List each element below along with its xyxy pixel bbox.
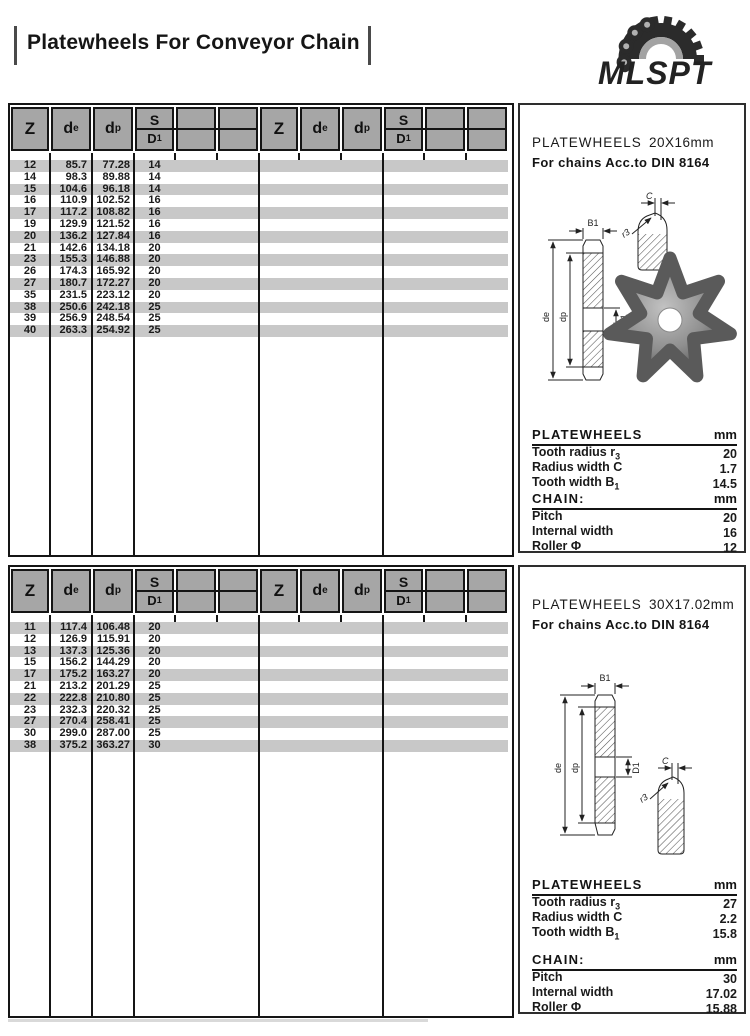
- cell-dp: 125.36: [96, 644, 130, 657]
- spec-title: PLATEWHEELS: [532, 427, 643, 442]
- panel-size: 30X17.02mm: [649, 597, 735, 612]
- cell-s-d1: 20: [148, 276, 161, 289]
- spec-label: Tooth width $B_1$: [532, 475, 620, 492]
- spec-unit: mm: [713, 491, 737, 506]
- col-header-z: Z: [11, 107, 49, 151]
- column-rule: [133, 153, 135, 555]
- spec-unit: mm: [713, 952, 737, 967]
- cell-dp: 201.29: [96, 679, 130, 692]
- col-header-dp: [342, 569, 382, 613]
- col-header-d1-base: D: [147, 592, 157, 608]
- table-header: [10, 105, 508, 153]
- spec-value: 14.5: [712, 476, 737, 491]
- panel-title: [532, 135, 737, 150]
- cell-z: 40: [23, 324, 37, 337]
- cell-de: 110.9: [60, 194, 87, 207]
- spec-title: CHAIN:: [532, 491, 585, 506]
- cell-z: 19: [23, 217, 37, 230]
- col-header-z: Z: [260, 569, 298, 613]
- col-header-d1: [147, 129, 161, 147]
- cell-z: 17: [23, 668, 37, 681]
- cell-s-d1: 25: [148, 679, 161, 692]
- column-tick: [298, 615, 300, 622]
- column-tick: [340, 615, 342, 622]
- cell-s-d1: 25: [148, 300, 161, 313]
- col-header-de: [51, 107, 91, 151]
- spec-value: 20: [723, 510, 737, 525]
- col-header-d1-base: D: [396, 592, 406, 608]
- spec-title: PLATEWHEELS: [532, 877, 643, 892]
- cell-s-d1: 20: [148, 621, 161, 633]
- cell-s-d1: 20: [148, 241, 161, 254]
- col-header-d-base: d: [63, 120, 74, 137]
- cell-z: 21: [23, 679, 37, 692]
- cell-s-d1: 25: [148, 727, 161, 740]
- column-tick: [423, 615, 425, 622]
- spec-value: 27: [723, 896, 737, 911]
- cell-s-d1: 30: [148, 738, 161, 751]
- spec-header: [532, 491, 737, 510]
- brand-name: MLSPT: [598, 55, 712, 87]
- spec-panel-30x17: [518, 565, 746, 1014]
- cell-dp: 146.88: [96, 253, 130, 266]
- spec-row: [532, 986, 737, 1001]
- cell-de: 250.6: [59, 300, 87, 313]
- cell-z: 11: [24, 621, 36, 633]
- cell-dp: 106.48: [96, 621, 130, 633]
- spec-label: Tooth radius $r_3$: [532, 895, 621, 912]
- cell-s-d1: 20: [148, 668, 161, 681]
- col-header-d1: [147, 591, 161, 609]
- spec-label: Radius width C: [532, 460, 623, 475]
- cell-z: 15: [23, 182, 37, 195]
- technical-drawing: [520, 667, 744, 867]
- column-tick: [340, 153, 342, 160]
- spec-row: [532, 911, 737, 926]
- spec-row: [532, 971, 737, 986]
- col-header-d1-sub: 1: [405, 594, 411, 605]
- cell-dp: 115.91: [96, 632, 130, 645]
- cell-z: 27: [23, 715, 37, 728]
- cell-z: 38: [23, 300, 37, 313]
- col-header-dp-sub: p: [114, 123, 121, 134]
- spec-value: 15.88: [705, 1001, 737, 1016]
- cell-dp: 134.18: [96, 241, 130, 254]
- cell-de: 232.3: [59, 703, 87, 716]
- col-header-s: S: [398, 112, 409, 128]
- column-tick: [174, 615, 176, 622]
- table-header: [10, 567, 508, 615]
- spec-label: Internal width: [532, 524, 614, 539]
- spec-value: 30: [723, 971, 737, 986]
- cell-s-d1: 25: [148, 703, 161, 716]
- cell-dp: 127.84: [96, 229, 130, 242]
- cell-z: 27: [23, 276, 37, 289]
- cell-z: 39: [23, 312, 37, 325]
- col-header-dp: [342, 107, 382, 151]
- cell-s-d1: 20: [148, 288, 161, 301]
- spec-value: 1.7: [719, 461, 737, 476]
- col-header-d-base: d: [312, 582, 323, 599]
- column-rule: [91, 153, 93, 555]
- cell-s-d1: 20: [148, 632, 161, 645]
- col-header-s: S: [398, 574, 409, 590]
- brand-logo: [597, 5, 719, 87]
- cell-dp: 363.27: [96, 738, 130, 751]
- spec-label: Pitch: [532, 970, 563, 985]
- label-dp: dp: [558, 311, 568, 323]
- cell-dp: 220.32: [96, 703, 130, 716]
- technical-drawing: [520, 190, 744, 425]
- panel-chains-note: For chains Acc.to DIN 8164: [532, 155, 710, 170]
- panel-title: [532, 597, 737, 612]
- column-rule: [133, 615, 135, 1016]
- cell-z: 22: [23, 691, 37, 704]
- cell-dp: 242.18: [96, 300, 130, 313]
- column-tick: [423, 153, 425, 160]
- cell-s-d1: 20: [148, 265, 161, 278]
- column-rule: [91, 615, 93, 1016]
- cell-de: 175.2: [59, 668, 87, 681]
- cell-s-d1: 20: [148, 253, 161, 266]
- platewheel-spec-table: [532, 427, 737, 491]
- cell-z: 12: [23, 632, 37, 645]
- col-header-z: Z: [260, 107, 298, 151]
- cell-z: 20: [23, 229, 37, 242]
- cell-de: 85.7: [65, 159, 87, 171]
- col-header-d-base: d: [105, 582, 115, 599]
- cell-de: 156.2: [59, 656, 87, 669]
- col-header-s: S: [149, 112, 160, 128]
- cell-s-d1: 14: [148, 182, 161, 195]
- cross-section-drawing: [548, 228, 620, 380]
- col-header-d-base: d: [312, 120, 323, 137]
- spec-label: Internal width: [532, 985, 614, 1000]
- chain-spec-table: [532, 952, 737, 1016]
- spec-row: [532, 896, 737, 911]
- col-header-de: [300, 107, 340, 151]
- header-split-line: [384, 590, 507, 592]
- col-header-d1: [396, 129, 410, 147]
- spec-panel-20x16: [518, 103, 746, 553]
- spec-row: [532, 461, 737, 476]
- col-header-de-sub: e: [322, 585, 328, 596]
- cell-de: 104.6: [59, 182, 87, 195]
- cell-z: 23: [23, 703, 37, 716]
- cell-dp: 121.52: [96, 217, 130, 230]
- cell-de: 155.3: [59, 253, 87, 266]
- spec-value: 20: [723, 446, 737, 461]
- label-r3: r3: [637, 791, 650, 805]
- cell-s-d1: 16: [148, 229, 161, 242]
- col-header-de-sub: e: [73, 585, 79, 596]
- cell-dp: 165.92: [96, 265, 130, 278]
- cell-de: 136.2: [59, 229, 87, 242]
- panel-product: PLATEWHEELS: [532, 597, 642, 612]
- panel-product: PLATEWHEELS: [532, 135, 642, 150]
- col-header-d-base: d: [354, 120, 364, 137]
- spec-label: Radius width C: [532, 910, 623, 925]
- cell-z: 35: [23, 288, 37, 301]
- cell-de: 213.2: [59, 679, 87, 692]
- header-split-line: [135, 590, 258, 592]
- spec-value: 15.8: [712, 926, 737, 941]
- spec-label: Roller Φ: [532, 1000, 582, 1015]
- cell-z: 26: [23, 265, 37, 278]
- spec-unit: mm: [713, 877, 737, 892]
- spec-value: 17.02: [705, 986, 737, 1001]
- cell-s-d1: 14: [148, 170, 161, 183]
- cell-de: 129.9: [59, 217, 87, 230]
- cell-de: 126.9: [59, 632, 87, 645]
- spec-row: [532, 525, 737, 540]
- col-header-z: Z: [11, 569, 49, 613]
- label-r3: r3: [619, 226, 632, 240]
- page-title: Platewheels For Conveyor Chain: [27, 31, 360, 54]
- spec-row: [532, 476, 737, 491]
- spec-row: [532, 510, 737, 525]
- cell-z: 13: [23, 644, 37, 657]
- tooth-detail-drawing: [650, 763, 692, 854]
- spec-label: Pitch: [532, 509, 563, 524]
- cell-s-d1: 25: [148, 691, 161, 704]
- panel-chains-note: For chains Acc.to DIN 8164: [532, 617, 710, 632]
- label-dp: dp: [570, 762, 580, 774]
- title-left-bar: [14, 26, 17, 65]
- col-header-dp-sub: p: [114, 585, 121, 596]
- cell-s-d1: 16: [148, 206, 161, 219]
- col-header-s: S: [149, 574, 160, 590]
- table-body: [10, 615, 508, 1016]
- cell-s-d1: 14: [148, 159, 161, 171]
- cell-z: 23: [23, 253, 37, 266]
- platewheel-spec-table: [532, 877, 737, 941]
- spec-row: [532, 1001, 737, 1016]
- label-b1: B1: [587, 218, 599, 228]
- cell-de: 180.7: [59, 276, 87, 289]
- cell-s-d1: 25: [148, 324, 161, 337]
- column-tick: [216, 615, 218, 622]
- column-tick: [465, 615, 467, 622]
- cell-dp: 287.00: [96, 727, 130, 740]
- col-header-d1-sub: 1: [156, 594, 162, 605]
- cell-de: 299.0: [59, 727, 87, 740]
- col-header-d1-base: D: [396, 130, 406, 146]
- column-rule: [258, 615, 260, 1016]
- column-tick: [465, 153, 467, 160]
- cell-dp: 163.27: [96, 668, 130, 681]
- cell-de: 231.5: [59, 288, 87, 301]
- cell-z: 15: [23, 656, 37, 669]
- cell-dp: 254.92: [96, 324, 130, 337]
- label-b1: B1: [599, 673, 611, 683]
- cell-dp: 210.80: [96, 691, 130, 704]
- col-header-d-base: d: [105, 120, 115, 137]
- cell-z: 38: [23, 738, 37, 751]
- col-header-dp-sub: p: [363, 123, 370, 134]
- spec-value: 16: [723, 525, 737, 540]
- cell-dp: 96.18: [102, 182, 130, 195]
- cell-s-d1: 16: [148, 217, 161, 230]
- cell-s-d1: 25: [148, 715, 161, 728]
- cell-z: 21: [23, 241, 37, 254]
- cell-de: 117.4: [60, 621, 87, 633]
- spec-row: [532, 926, 737, 941]
- col-header-dp-sub: p: [363, 585, 370, 596]
- spec-row: [532, 540, 737, 555]
- col-header-d1: [396, 591, 410, 609]
- column-rule: [49, 615, 51, 1016]
- sprocket-chain-logo-icon: [597, 5, 719, 87]
- col-header-de: [300, 569, 340, 613]
- cell-de: 270.4: [59, 715, 87, 728]
- title-right-bar: [368, 26, 371, 65]
- col-header-dp: [93, 569, 133, 613]
- size-table-30x17: [8, 565, 514, 1018]
- cell-de: 98.3: [65, 170, 87, 183]
- column-rule: [258, 153, 260, 555]
- cell-z: 12: [23, 159, 37, 171]
- cell-s-d1: 16: [148, 194, 161, 207]
- spec-unit: mm: [713, 427, 737, 442]
- label-c: C: [646, 191, 653, 201]
- cell-dp: 89.88: [102, 170, 130, 183]
- cross-section-drawing: [560, 683, 632, 835]
- cell-z: 30: [23, 727, 37, 740]
- page-header: [0, 0, 750, 100]
- spec-label: Tooth radius $r_3$: [532, 445, 621, 462]
- col-header-de-sub: e: [73, 123, 79, 134]
- label-de: de: [553, 762, 563, 774]
- cell-dp: 144.29: [96, 656, 130, 669]
- cell-de: 174.3: [59, 265, 87, 278]
- cell-s-d1: 25: [148, 312, 161, 325]
- col-header-d-base: d: [63, 582, 74, 599]
- column-rule: [382, 153, 384, 555]
- spec-value: 2.2: [719, 911, 737, 926]
- column-tick: [298, 153, 300, 160]
- col-header-d1-sub: 1: [405, 132, 411, 143]
- cell-de: 256.9: [59, 312, 87, 325]
- col-header-d1-sub: 1: [156, 132, 162, 143]
- cell-de: 142.6: [59, 241, 87, 254]
- cell-de: 117.2: [60, 206, 87, 219]
- spec-title: CHAIN:: [532, 952, 585, 967]
- column-rule: [382, 615, 384, 1016]
- col-header-dp: [93, 107, 133, 151]
- cell-dp: 102.52: [96, 194, 130, 207]
- cell-dp: 223.12: [96, 288, 130, 301]
- size-table-20x16: [8, 103, 514, 557]
- spec-header: [532, 877, 737, 896]
- cell-s-d1: 20: [148, 644, 161, 657]
- scan-artifact: [8, 1019, 428, 1022]
- col-header-d1-base: D: [147, 130, 157, 146]
- panel-size: 20X16mm: [649, 135, 715, 150]
- header-split-line: [384, 128, 507, 130]
- spec-label: Roller Φ: [532, 539, 582, 554]
- col-header-d-base: d: [354, 582, 364, 599]
- spec-header: [532, 952, 737, 971]
- column-rule: [49, 153, 51, 555]
- platewheel-photo: [610, 258, 731, 376]
- cell-dp: 258.41: [96, 715, 130, 728]
- spec-header: [532, 427, 737, 446]
- spec-value: 12: [723, 540, 737, 555]
- cell-de: 263.3: [59, 324, 87, 337]
- cell-z: 16: [23, 194, 37, 207]
- chain-spec-table: [532, 491, 737, 555]
- cell-dp: 77.28: [102, 159, 130, 171]
- cell-de: 222.8: [59, 691, 87, 704]
- cell-z: 14: [23, 170, 37, 183]
- cell-de: 375.2: [59, 738, 87, 751]
- col-header-de-sub: e: [322, 123, 328, 134]
- cell-s-d1: 20: [148, 656, 161, 669]
- spec-row: [532, 446, 737, 461]
- cell-z: 17: [23, 206, 37, 219]
- cell-dp: 248.54: [96, 312, 130, 325]
- col-header-de: [51, 569, 91, 613]
- label-c: C: [662, 756, 669, 766]
- spec-label: Tooth width $B_1$: [532, 925, 620, 942]
- cell-dp: 172.27: [96, 276, 130, 289]
- cell-dp: 108.82: [96, 206, 130, 219]
- table-body: [10, 153, 508, 555]
- column-tick: [216, 153, 218, 160]
- cell-de: 137.3: [59, 644, 87, 657]
- column-tick: [174, 153, 176, 160]
- label-de: de: [541, 311, 551, 323]
- header-split-line: [135, 128, 258, 130]
- label-d1: D1: [631, 762, 641, 774]
